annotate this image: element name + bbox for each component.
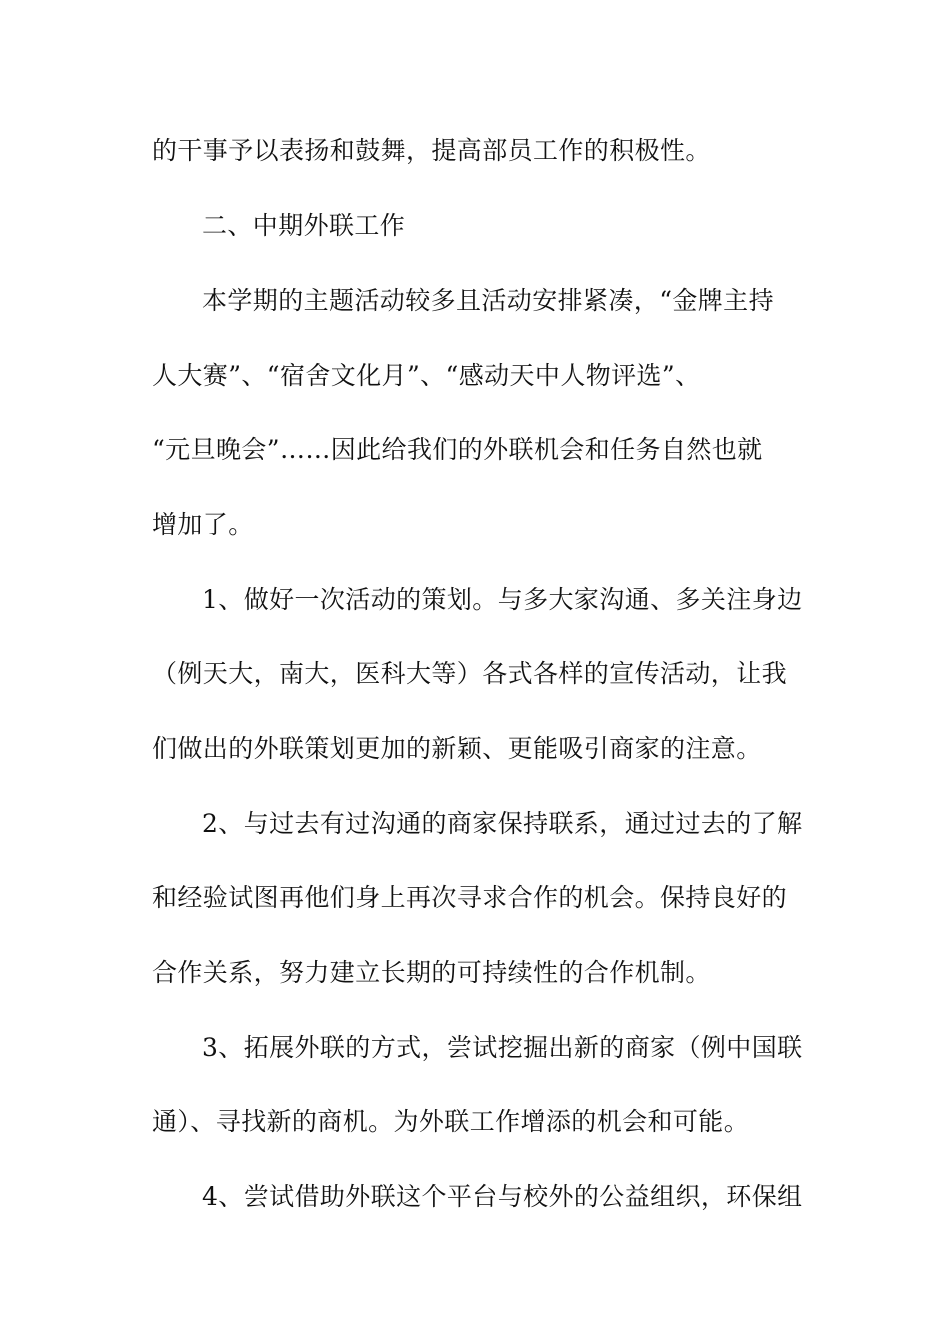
body-text-line: “元旦晚会”……因此给我们的外联机会和任务自然也就: [152, 435, 763, 464]
body-text-line: 人大赛”、“宿舍文化月”、“感动天中人物评选”、: [152, 361, 701, 390]
body-text-line: 增加了。: [152, 510, 254, 539]
body-text-line: 通）、寻找新的商机。为外联工作增添的机会和可能。: [152, 1107, 750, 1136]
list-item-first-line: 2、与过去有过沟通的商家保持联系，通过过去的了解: [202, 809, 803, 838]
body-text-line: 的干事予以表扬和鼓舞，提高部员工作的积极性。: [152, 136, 711, 165]
body-text-line: （例天大，南大，医科大等）各式各样的宣传活动，让我: [152, 659, 788, 688]
body-text-line: 和经验试图再他们身上再次寻求合作的机会。保持良好的: [152, 883, 788, 912]
body-text-line: 们做出的外联策划更加的新颖、更能吸引商家的注意。: [152, 734, 762, 763]
body-text-line: 合作关系，努力建立长期的可持续性的合作机制。: [152, 958, 711, 987]
section-heading: 二、中期外联工作: [202, 211, 406, 240]
paragraph-first-line: 本学期的主题活动较多且活动安排紧凑，“金牌主持: [202, 286, 774, 315]
list-item-first-line: 1、做好一次活动的策划。与多大家沟通、多关注身边: [202, 585, 803, 614]
list-item-first-line: 4、尝试借助外联这个平台与校外的公益组织，环保组: [202, 1182, 803, 1211]
list-item-first-line: 3、拓展外联的方式，尝试挖掘出新的商家（例中国联: [202, 1033, 803, 1062]
